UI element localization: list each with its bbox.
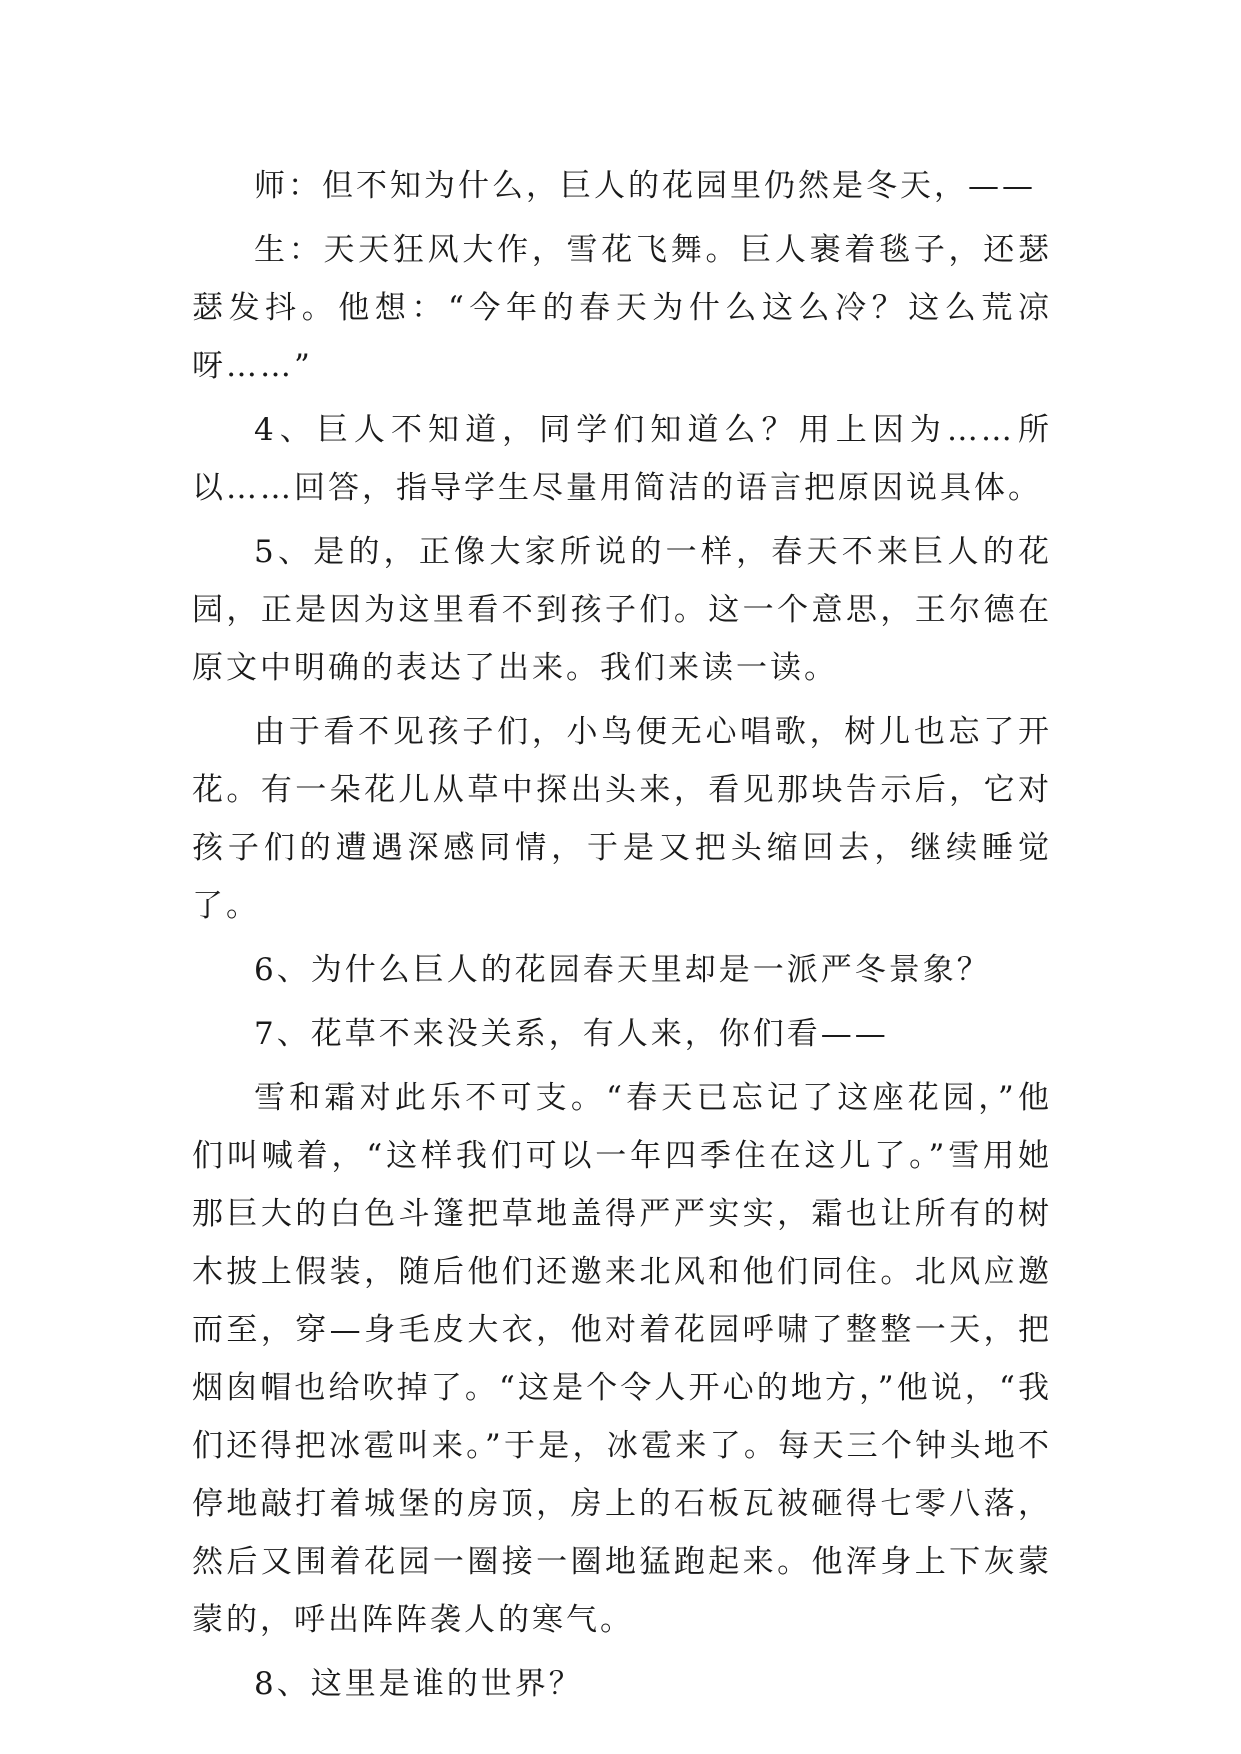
paragraph-step-4: 4、巨人不知道，同学们知道么？用上因为……所以……回答，指导学生尽量用简洁的语言把原因说具体。: [192, 412, 1052, 506]
paragraph-student-answer: 生：天天狂风大作，雪花飞舞。巨人裹着毯子，还瑟瑟发抖。他想：“今年的春天为什么这么冷？这么荒凉呀……”: [192, 232, 1052, 384]
paragraph-step-6: 6、为什么巨人的花园春天里却是一派严冬景象？: [254, 952, 991, 988]
paragraph-quote-snow-frost: 雪和霜对此乐不可支。“春天已忘记了这座花园，”他们叫喊着，“这样我们可以一年四季住在这儿了。”雪用她那巨大的白色斗篷把草地盖得严严实实，霜也让所有的树木披上假装，随后他们还邀来北风和他们同住。北风应邀而至，穿—身毛皮大衣，他对着花园呼啸了整整一天，把烟囱帽也给吹掉了。“这是个令人开心的地方，”他说，“我们还得把冰雹叫来。”于是，冰雹来了。每天三个钟头地不停地敲打着城堡的房顶，房上的石板瓦被砸得七零八落，然后又围着花园一圈接一圈地猛跑起来。他浑身上下灰蒙蒙的，呼出阵阵袭人的寒气。: [192, 1080, 1052, 1638]
paragraph-quote-flowers: 由于看不见孩子们，小鸟便无心唱歌，树儿也忘了开花。有一朵花儿从草中探出头来，看见那块告示后，它对孩子们的遭遇深感同情，于是又把头缩回去，继续睡觉了。: [192, 714, 1052, 924]
paragraph-step-7: 7、花草不来没关系，有人来，你们看——: [254, 1016, 889, 1052]
document-body: [192, 157, 1052, 1719]
paragraph-step-8: 8、这里是谁的世界？: [254, 1666, 583, 1702]
paragraph-step-5: 5、是的，正像大家所说的一样，春天不来巨人的花园，正是因为这里看不到孩子们。这一个意思，王尔德在原文中明确的表达了出来。我们来读一读。: [192, 534, 1052, 686]
paragraph-teacher-prompt: 师：但不知为什么，巨人的花园里仍然是冬天，——: [254, 168, 1036, 204]
